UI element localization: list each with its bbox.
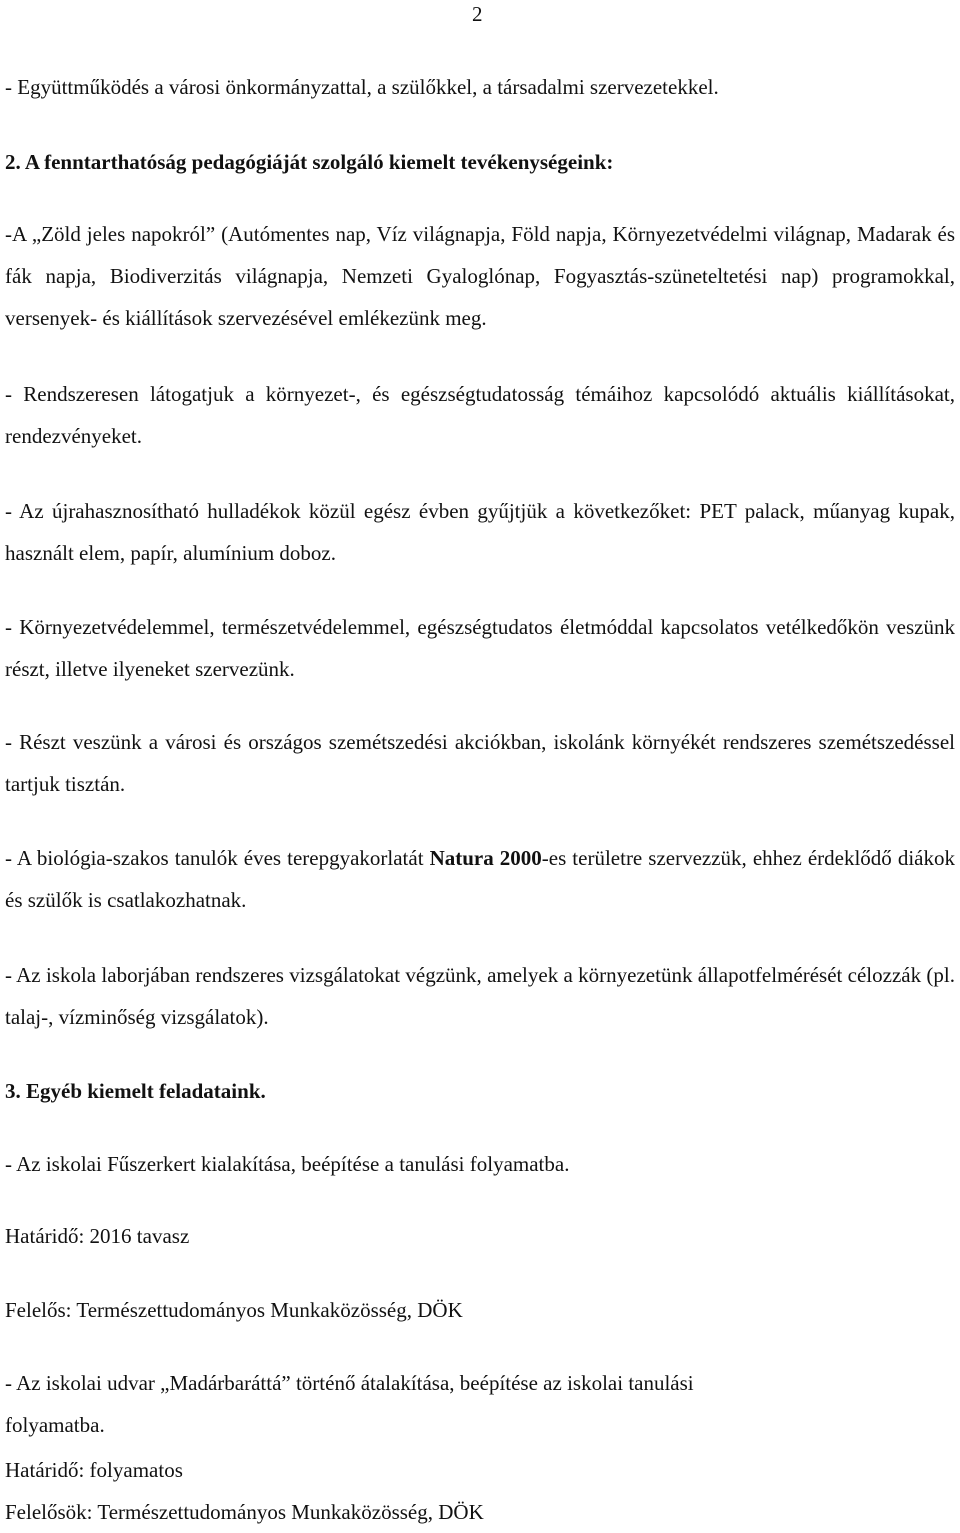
paragraph-litter-picking: - Részt veszünk a városi és országos szemétszedési akciókban, iskolánk környékét rendszeres szemétszedéssel tartjuk tisztán. xyxy=(5,730,955,796)
paragraph-lab-tests: - Az iskola laborjában rendszeres vizsgálatokat végzünk, amelyek a környezetünk állapotfelmérését célozzák (pl. talaj-, vízminőség vizsgálatok). xyxy=(5,963,955,1029)
page-number: 2 xyxy=(472,2,483,26)
section-2-heading: 2. A fenntarthatóság pedagógiáját szolgáló kiemelt tevékenységeink: xyxy=(5,150,614,174)
paragraph-field-practice xyxy=(5,837,955,921)
task-herb-garden-deadline: Határidő: 2016 tavasz xyxy=(5,1224,190,1248)
paragraph-recycling: - Az újrahasznosítható hulladékok közül egész évben gyűjtjük a következőket: PET palack, műanyag kupak, használt elem, papír, alumínium doboz. xyxy=(5,499,955,565)
task-herb-garden-responsible: Felelős: Természettudományos Munkaközösség, DÖK xyxy=(5,1298,463,1322)
task-bird-friendly-yard-line-1: - Az iskolai udvar „Madárbaráttá” történő átalakítása, beépítése az iskolai tanulási xyxy=(5,1371,694,1395)
field-practice-text-before: - A biológia-szakos tanulók éves terepgyakorlatát xyxy=(5,846,430,870)
field-practice-text-after: -es területre szervezzük, ehhez érdeklődő diákok és szülők is csatlakozhatnak. xyxy=(5,846,955,912)
task-bird-friendly-yard-responsible: Felelősök: Természettudományos Munkaközösség, DÖK xyxy=(5,1500,484,1524)
task-bird-friendly-yard xyxy=(5,1362,955,1446)
task-bird-friendly-yard-deadline: Határidő: folyamatos xyxy=(5,1458,183,1482)
section-3-heading: 3. Egyéb kiemelt feladataink. xyxy=(5,1079,266,1103)
paragraph-exhibitions: - Rendszeresen látogatjuk a környezet-, és egészségtudatosság témáihoz kapcsolódó aktuális kiállításokat, rendezvényeket. xyxy=(5,382,955,448)
paragraph-competitions: - Környezetvédelemmel, természetvédelemmel, egészségtudatos életmóddal kapcsolatos vetélkedőkön veszünk részt, illetve ilyeneket szervezünk. xyxy=(5,615,955,681)
paragraph-green-days: -A „Zöld jeles napokról” (Autómentes nap, Víz világnapja, Föld napja, Környezetvédelmi világnap, Madarak és fák napja, Biodiverzitás világnapja, Nemzeti Gyaloglónap, Fogyasztás-szüneteltetési nap) programokkal, versenyek- és kiállítások szervezésével emlékezünk meg. xyxy=(5,222,955,330)
intro-item: - Együttműködés a városi önkormányzattal, a szülőkkel, a társadalmi szervezetekkel. xyxy=(5,75,719,99)
natura-2000-label: Natura 2000 xyxy=(429,846,542,870)
task-bird-friendly-yard-line-2: folyamatba. xyxy=(5,1413,105,1437)
task-herb-garden: - Az iskolai Fűszerkert kialakítása, beépítése a tanulási folyamatba. xyxy=(5,1152,570,1176)
